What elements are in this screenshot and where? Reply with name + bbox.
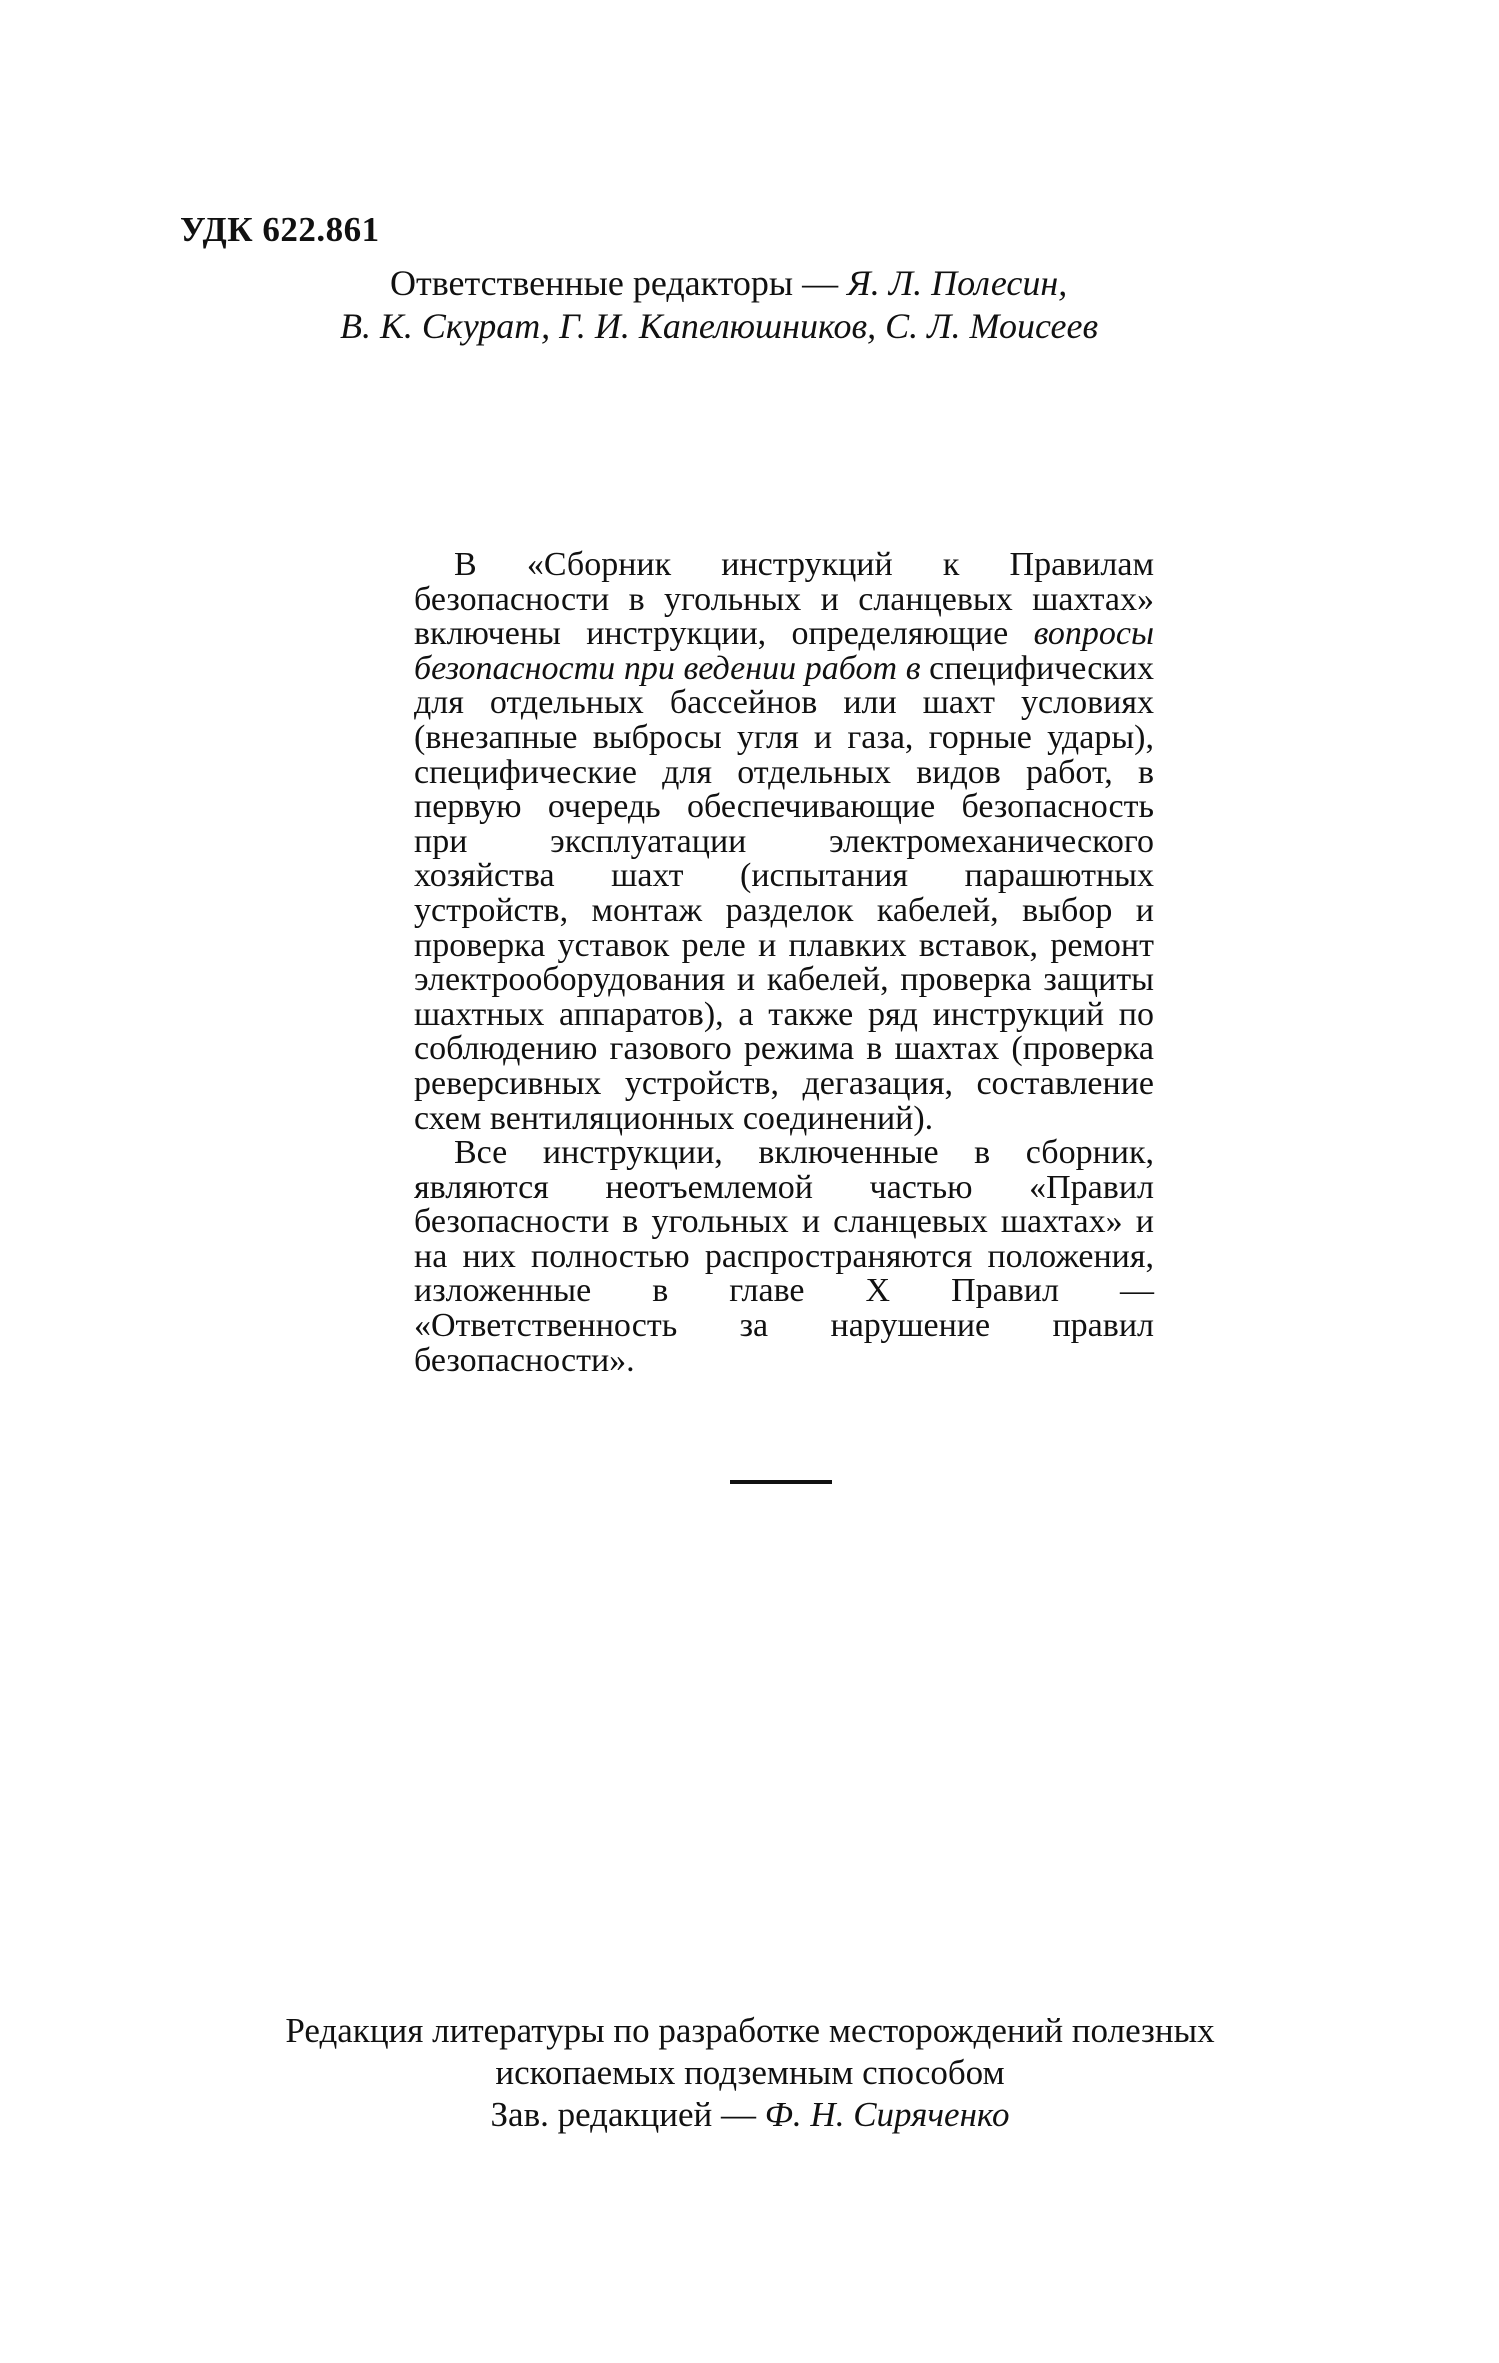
annotation-p1-end: специфических для отдельных бассейнов или шахт условиях (внезапные выбросы угля и газа, горные удары), специфические для отдельных видов работ, в первую очередь обеспечивающие безопасность при эксплуатации электромеханического хозяйства шахт (испытания парашютных устройств, монтаж разделок кабелей, выбор и проверка уставок реле и плавких вставок, ремонт электрооборудования и кабелей, проверка защиты шахтных аппаратов), а также ряд инструкций по соблюдению газового режима в шахтах (проверка реверсивных устройств, дегазация, составление схем вентиляционных соединений).: [414, 649, 1154, 1137]
editors-names-2: В. К. Скурат, Г. И. Капелюшников, С. Л. Моисеев: [340, 306, 1099, 346]
editors-line-1: [340, 262, 1280, 305]
divider-rule: [730, 1480, 832, 1484]
annotation-paragraph-1: [414, 548, 1154, 1136]
edition-line-1: Редакция литературы по разработке месторождений полезных: [285, 2011, 1215, 2050]
edition-head-label: Зав. редакцией —: [490, 2095, 765, 2134]
annotation-p1-italic: вопросы безопасности при ведении работ в: [414, 615, 1154, 687]
editors-line-2: [340, 305, 1280, 348]
edition-head-name: Ф. Н. Сиряченко: [764, 2095, 1010, 2134]
udc-code: УДК 622.861: [180, 210, 380, 249]
annotation-p1-start: В «Сборник инструкций к Правилам безопасности в угольных и сланцевых шахтах» включены инструкции, определяющие: [414, 546, 1154, 653]
edition-info: [180, 2010, 1320, 2136]
editors-names-1: Я. Л. Полесин,: [847, 263, 1068, 303]
edition-line-3: [180, 2094, 1320, 2136]
annotation: [414, 548, 1154, 1378]
responsible-editors: [340, 262, 1280, 348]
annotation-paragraph-2: Все инструкции, включенные в сборник, являются неотъемлемой частью «Правил безопасности в угольных и сланцевых шахтах» и на них полностью распространяются положения, изложенные в главе X Правил — «Ответственность за нарушение правил безопасности».: [414, 1134, 1154, 1379]
edition-line-2: ископаемых подземным способом: [495, 2053, 1005, 2092]
editors-label: Ответственные редакторы —: [390, 263, 848, 303]
